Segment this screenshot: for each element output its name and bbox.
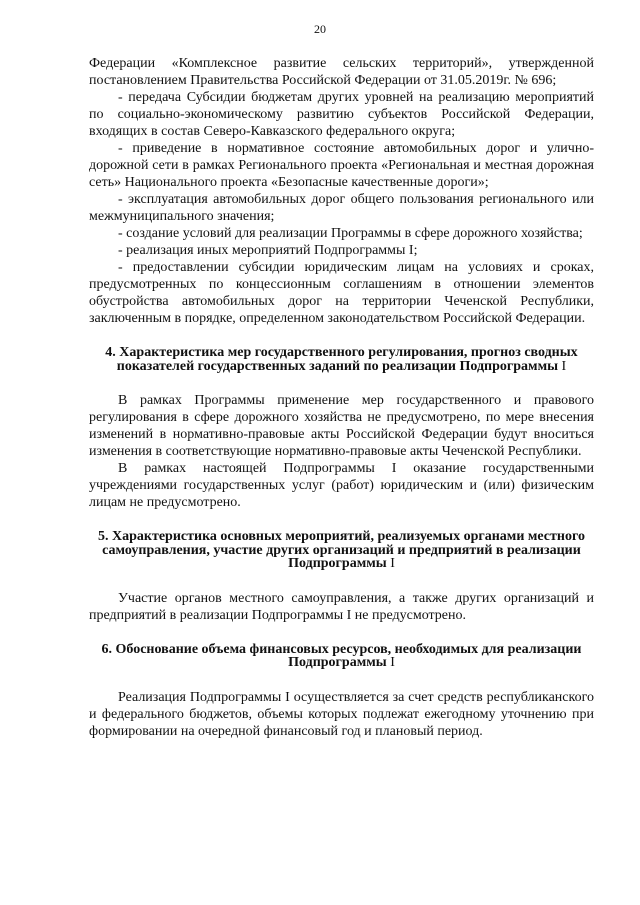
section-4-paragraph-1: В рамках Программы применение мер государственного и правового регулирования в сфере дорожного хозяйства не предусмотрено, по мере внесения изменений в нормативно-правовые акты Российской Федерации будут вноситься изменения в соответствующие нормативно-правовые акты Чеченской Республики. (89, 393, 594, 459)
document-body (89, 55, 594, 740)
section-4-heading (89, 346, 594, 373)
paragraph-continuation: Федерации «Комплексное развитие сельских территорий», утвержденной постановлением Правительства Российской Федерации от 31.05.2019г. № 696; (89, 56, 594, 88)
section-5-paragraph-1: Участие органов местного самоуправления, а также других организаций и предприятий в реализации Подпрограммы I не предусмотрено. (89, 590, 594, 623)
section-6-paragraph-1: Реализация Подпрограммы I осуществляется за счет средств республиканского и федерального бюджетов, объемы которых подлежат ежегодному уточнению при формировании на очередной финансовый год и плановый период. (89, 689, 594, 739)
section-6-title: 6. Обоснование объема финансовых ресурсов, необходимых для реализации Подпрограммы (101, 641, 582, 670)
section-5-title: 5. Характеристика основных мероприятий, реализуемых органами местного самоуправления, участие других организаций и предприятий в реализации Подпрограммы (98, 529, 585, 571)
section-5-heading (89, 530, 594, 571)
list-item-subsidy-transfer: - передача Субсидии бюджетам других уровней на реализацию мероприятий по социально-экономическому развитию субъектов Российской Федерации, входящих в состав Северо-Кавказского федерального округа; (89, 90, 594, 139)
list-item-road-normalization: - приведение в нормативное состояние автомобильных дорог и улично-дорожной сети в рамках Регионального проекта «Региональная и местная дорожная сеть» Национального проекта «Безопасные качественные дороги»; (89, 141, 594, 190)
section-6-heading (89, 643, 594, 670)
list-item-concession-subsidy: - предоставлении субсидии юридическим лицам на условиях и сроках, предусмотренных по концессионным соглашениям в отношении элементов обустройства автомобильных дорог на территории Чеченской Республики, заключенным в порядке, определенном законодательством Российской Федерации. (89, 260, 594, 326)
section-4-paragraph-2: В рамках настоящей Подпрограммы I оказание государственными учреждениями государственных услуг (работ) юридическим и (или) физическим лицам не предусмотрено. (89, 461, 594, 510)
section-4-title-roman: I (561, 358, 567, 374)
section-6-title-roman: I (390, 655, 395, 670)
list-item-road-operation: - эксплуатация автомобильных дорог общего пользования регионального или межмуниципального значения; (89, 192, 594, 224)
section-4-title: 4. Характеристика мер государственного регулирования, прогноз сводных показателей государственных заданий по реализации Подпрограммы (105, 345, 578, 374)
section-5-title-roman: I (390, 556, 395, 571)
list-item-other-activities: - реализация иных мероприятий Подпрограммы I; (118, 243, 418, 258)
list-item-program-conditions: - создание условий для реализации Программы в сфере дорожного хозяйства; (118, 226, 583, 241)
page-number: 20 (314, 22, 326, 36)
